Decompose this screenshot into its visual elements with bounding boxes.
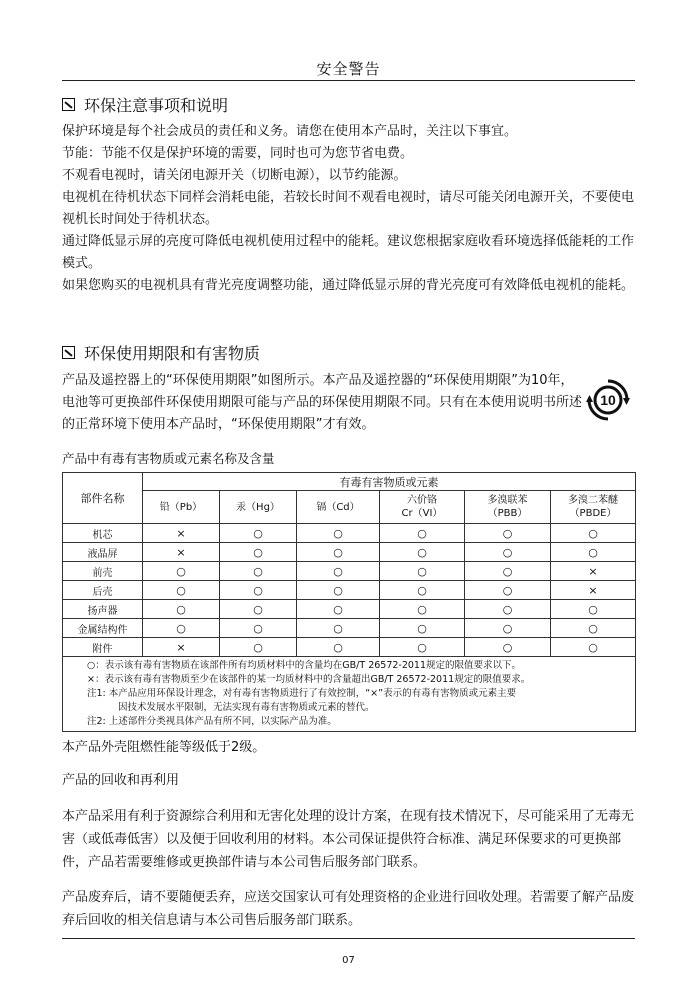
substance-cell: ○ [380,619,465,638]
hazardous-substance-table [62,472,636,732]
substance-cell: ○ [297,619,380,638]
section1-para-3: 不观看电视时，请关闭电源开关（切断电源），以节约能源。 [62,168,407,183]
substance-cell: ○ [297,581,380,600]
recycle-title: 产品的回收和再利用 [62,773,180,788]
substance-cell: ○ [380,581,465,600]
substance-cell: ○ [465,581,551,600]
substance-cell: ○ [551,600,636,619]
substance-cell: ○ [465,600,551,619]
substance-cell: ○ [551,638,636,657]
logo-number: 10 [600,392,616,408]
section1-para-1: 保护环境是每个社会成员的责任和义务。请您在使用本产品时，关注以下事宜。 [62,124,518,139]
substance-cell: ○ [465,524,551,543]
substance-cell: ○ [297,638,380,657]
col-header-hg: 汞（Hg） [220,491,297,524]
substance-cell: × [143,524,220,543]
note-1b: 因技术发展水平限制，无法实现有毒有害物质或元素的替代。 [118,702,375,713]
substance-cell: ○ [551,619,636,638]
substance-cell: ○ [380,600,465,619]
substance-cell: ○ [380,543,465,562]
section1-para-2: 节能：节能不仅是保护环境的需要，同时也可为您节省电费。 [62,146,414,161]
table-row [63,562,636,581]
substance-cell: ○ [297,543,380,562]
table-row [63,524,636,543]
substance-cell: ○ [220,524,297,543]
section1-para-6: 如果您购买的电视机具有背光亮度调整功能，通过降低显示屏的背光亮度可有效降低电视机的能耗。 [62,278,635,293]
col-header-pbb: 多溴联苯 （PBB） [465,491,551,524]
substance-cell: ○ [143,619,220,638]
table-row [63,581,636,600]
note-2: 注2: 上述部件分类视具体产品有所不同，以实际产品为准。 [87,716,337,727]
substance-cell: ○ [380,524,465,543]
section1-title: 环保注意事项和说明 [84,96,229,115]
col-header-cr: 六价铬 Cr（VI） [380,491,465,524]
substance-cell: ○ [551,524,636,543]
part-name-cell: 液晶屏 [63,543,143,562]
substance-cell: ○ [465,543,551,562]
table-title: 产品中有毒有害物质或元素名称及含量 [62,451,275,466]
substance-cell: ○ [551,543,636,562]
substance-cell: ○ [380,562,465,581]
substance-cell: ○ [220,638,297,657]
col-header-pb: 铅（Pb） [143,491,220,524]
substance-cell: ○ [297,562,380,581]
table-notes [63,657,636,732]
substance-cell: ○ [297,524,380,543]
section1-para-5: 通过降低显示屏的亮度可降低电视机使用过程中的能耗。建议您根据家庭收看环境选择低能耗的工作模式。 [62,234,635,271]
substance-cell: ○ [297,600,380,619]
substance-cell: ○ [220,581,297,600]
note-circle: ○：表示该有毒有害物质在该部件所有均质材料中的含量均在GB/T 26572-2011规定的限值要求以下。 [87,660,522,671]
part-header: 部件名称 [63,473,143,524]
note-cross: ×：表示该有毒有害物质至少在该部件的某一均质材料中的含量超出GB/T 26572-2011规定的限值要求。 [87,674,531,685]
part-name-cell: 金属结构件 [63,619,143,638]
section-title-environment [62,93,228,116]
flame-rating-text: 本产品外壳阻燃性能等级低于2级。 [62,740,266,755]
section1-para-4: 电视机在待机状态下同样会消耗电能，若较长时间不观看电视时，请尽可能关闭电源开关，不要使电视机长时间处于待机状态。 [62,190,635,227]
col-header-pbde: 多溴二苯醚 （PBDE） [551,491,636,524]
part-name-cell: 扬声器 [63,600,143,619]
footer-rule [62,938,635,939]
page-number: 07 [342,955,355,966]
substance-cell: ○ [220,543,297,562]
substance-cell: ○ [143,562,220,581]
substance-cell: ○ [143,581,220,600]
checkbox-bullet-icon [62,346,75,359]
table-row [63,638,636,657]
substance-cell: × [143,543,220,562]
recycle-para-1: 本产品采用有利于资源综合利用和无害化处理的设计方案，在现有技术情况下，尽可能采用了无毒无害（或低毒低害）以及便于回收利用的材料。本公司保证提供符合标准、满足环保要求的可更换部件，产品若需要维修或更换部件请与本公司售后服务部门联系。 [62,809,635,870]
substance-cell: × [551,562,636,581]
substance-cell: ○ [220,619,297,638]
page-header: 安全警告 [316,60,381,78]
table-row [63,600,636,619]
part-name-cell: 后壳 [63,581,143,600]
substance-cell: ○ [220,600,297,619]
header-rule [62,80,635,81]
substance-cell: × [551,581,636,600]
part-name-cell: 前壳 [63,562,143,581]
recycle-para-2: 产品废弃后，请不要随便丢弃，应送交国家认可有处理资格的企业进行回收处理。若需要了解产品废弃后回收的相关信息请与本公司售后服务部门联系。 [62,890,635,928]
checkbox-bullet-icon [62,98,75,111]
table-row [63,619,636,638]
substance-cell: ○ [465,638,551,657]
part-name-cell: 附件 [63,638,143,657]
section2-para: 产品及遥控器上的“环保使用期限”如图所示。本产品及遥控器的“环保使用期限”为10年，电池等可更换部件环保使用期限可能与产品的环保使用期限不同。只有在本使用说明书所述的正常环境下使用本产品时，“环保使用期限”才有效。 [62,373,583,432]
substance-cell: ○ [380,638,465,657]
substance-cell: ○ [143,600,220,619]
substance-group-header: 有毒有害物质或元素 [143,473,636,491]
note-1a: 注1: 本产品应用环保设计理念，对有毒有害物质进行了有效控制，“×”表示的有毒有害物质或元素主要 [87,688,517,699]
substance-cell: ○ [465,619,551,638]
substance-cell: ○ [220,562,297,581]
section-title-hazardous [62,341,260,364]
eco-period-logo-icon [586,378,630,422]
col-header-cd: 镉（Cd） [297,491,380,524]
table-row [63,543,636,562]
substance-cell: × [143,638,220,657]
substance-cell: ○ [465,562,551,581]
section2-title: 环保使用期限和有害物质 [84,344,261,363]
part-name-cell: 机芯 [63,524,143,543]
